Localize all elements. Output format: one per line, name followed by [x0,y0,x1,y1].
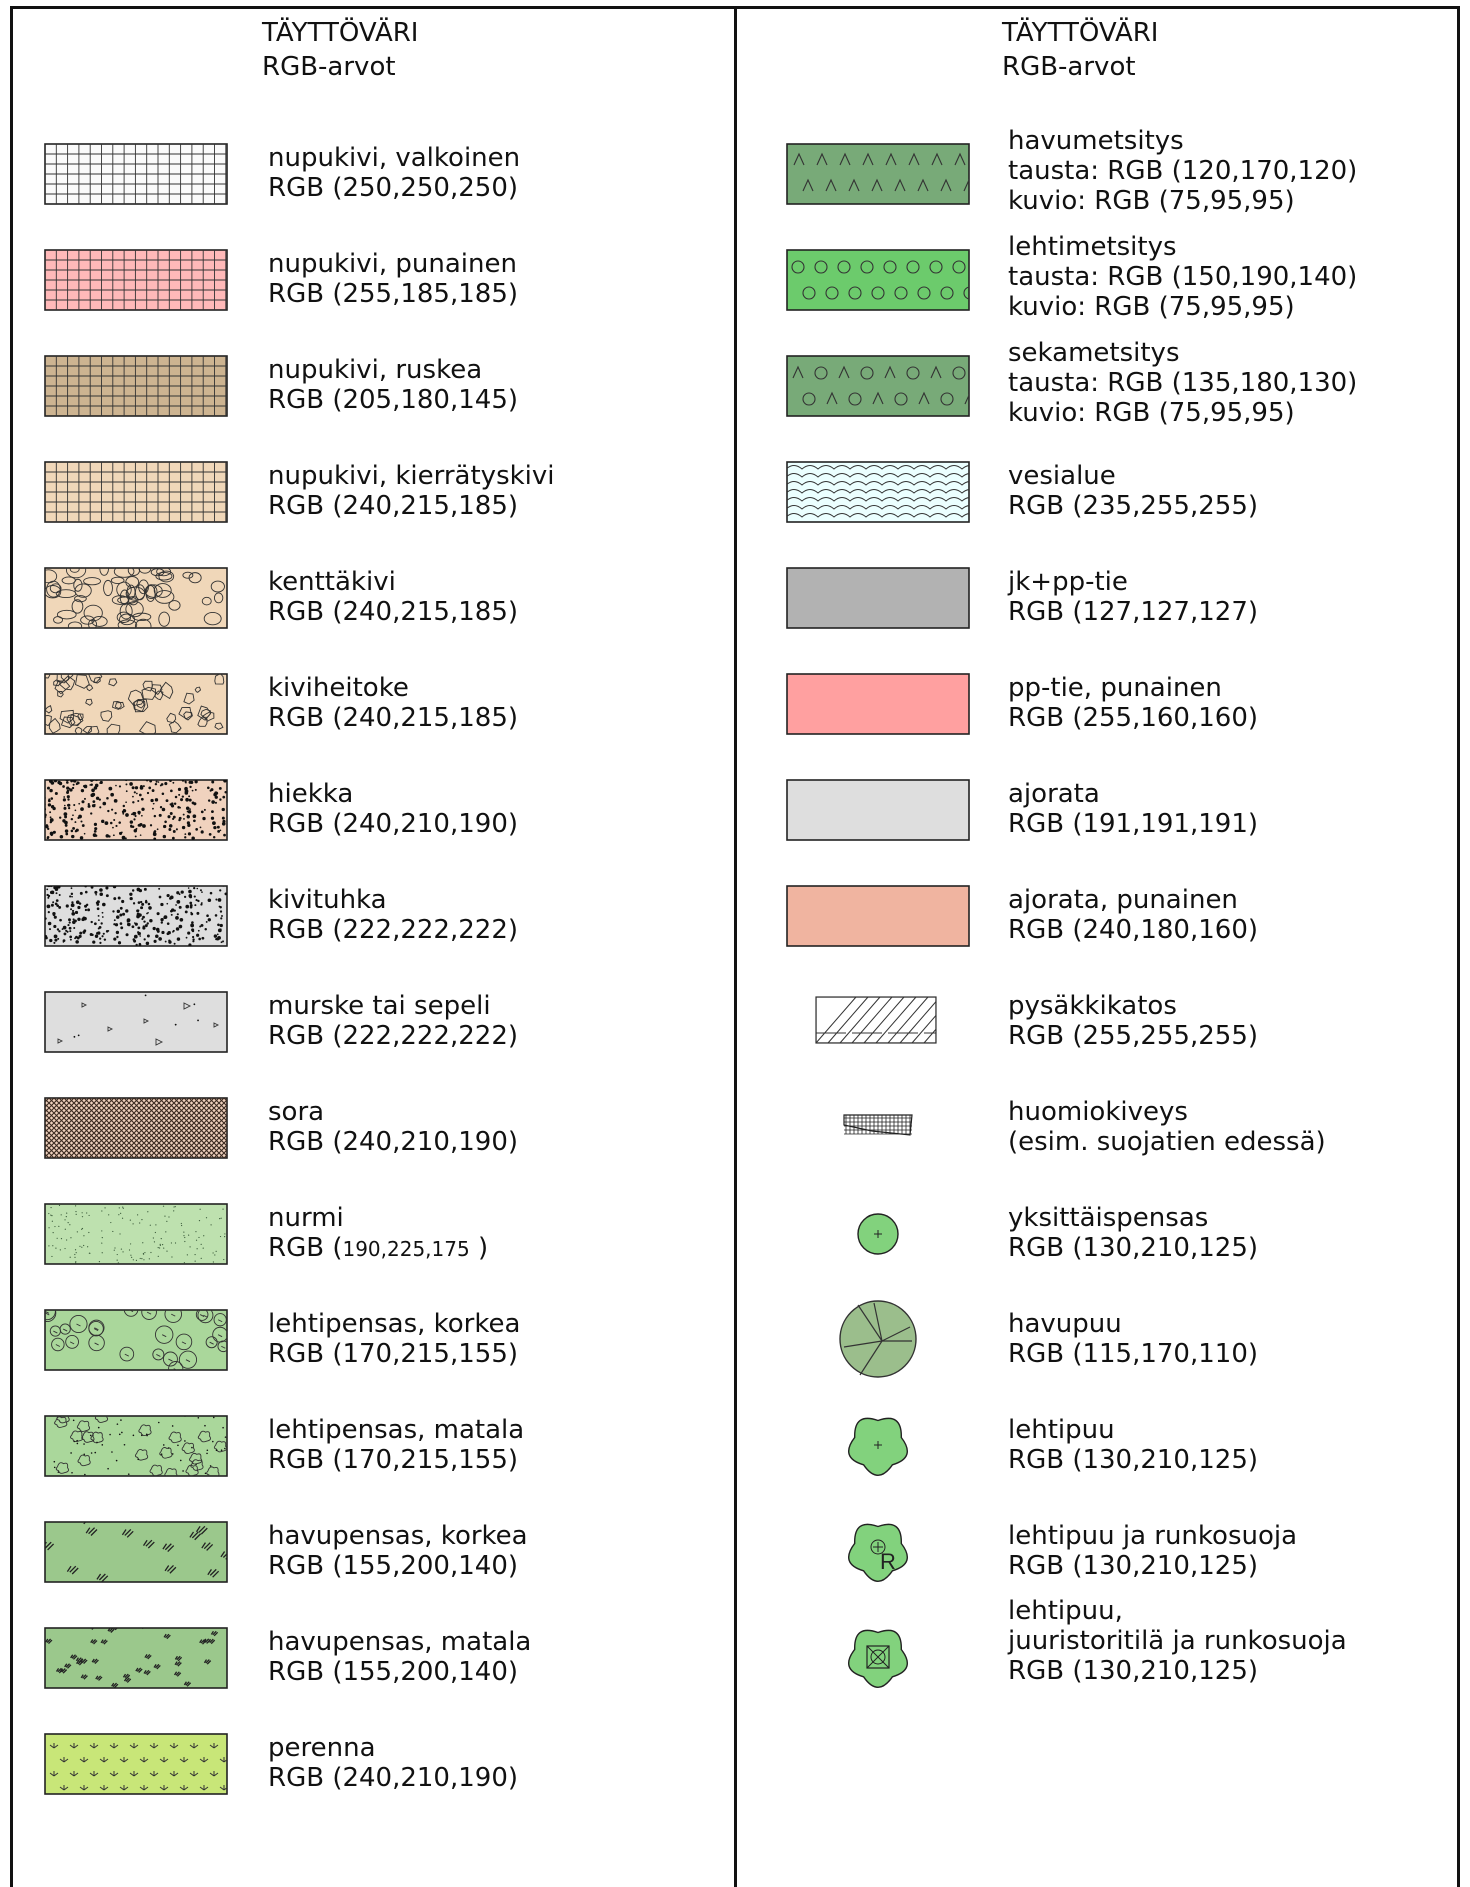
right-header-subtitle: RGB-arvot [1002,52,1136,82]
item-line: pp-tie, punainen [1008,673,1222,703]
item-line: juuristoritilä ja runkosuoja [1008,1626,1347,1656]
pattern-swatch [44,1733,228,1795]
pattern-swatch [44,249,228,311]
item-line: tausta: RGB (150,190,140) [1008,262,1358,292]
svg-text:R: R [880,1549,896,1574]
pattern-swatch [44,1309,228,1371]
item-rgb: RGB (240,215,185) [268,491,519,521]
item-name: kenttäkivi [268,567,396,597]
item-name: lehtipensas, korkea [268,1309,521,1339]
right-header-title: TÄYTTÖVÄRI [1002,18,1159,48]
rgb-prefix: RGB ( [268,1233,343,1263]
item-line: kuvio: RGB (75,95,95) [1008,292,1295,322]
item-line: RGB (127,127,127) [1008,597,1259,627]
left-header-subtitle: RGB-arvot [262,52,396,82]
pattern-swatch [44,1415,228,1477]
item-name: havupensas, matala [268,1627,532,1657]
item-line: lehtimetsitys [1008,232,1177,262]
item-rgb: RGB (240,215,185) [268,597,519,627]
item-line: ajorata, punainen [1008,885,1238,915]
item-rgb: RGB (222,222,222) [268,1021,519,1051]
pattern-swatch [786,1097,970,1159]
pattern-swatch [786,885,970,947]
rgb-value: 190,225,175 [342,1237,470,1261]
pattern-swatch [44,991,228,1053]
item-line: tausta: RGB (135,180,130) [1008,368,1358,398]
item-name: nurmi [268,1203,344,1233]
pattern-swatch [786,1403,970,1489]
rgb-suffix: ) [477,1233,489,1263]
pattern-swatch [44,1521,228,1583]
pattern-swatch [44,461,228,523]
item-line: ajorata [1008,779,1100,809]
item-line: yksittäispensas [1008,1203,1209,1233]
item-rgb: RGB (240,210,190) [268,809,519,839]
item-name: perenna [268,1733,376,1763]
column-divider [734,6,737,1887]
pattern-swatch [786,1615,970,1701]
item-name: lehtipensas, matala [268,1415,525,1445]
item-line: lehtipuu, [1008,1596,1123,1626]
item-line: kuvio: RGB (75,95,95) [1008,398,1295,428]
item-name: nupukivi, valkoinen [268,143,521,173]
item-line: RGB (115,170,110) [1008,1339,1259,1369]
item-line: sekametsitys [1008,338,1180,368]
item-rgb: RGB (170,215,155) [268,1339,519,1369]
item-rgb: RGB (240,210,190) [268,1127,519,1157]
pattern-swatch [786,1297,970,1383]
pattern-swatch [44,355,228,417]
item-line: RGB (255,160,160) [1008,703,1259,733]
item-line: huomiokiveys [1008,1097,1188,1127]
pattern-swatch [786,673,970,735]
item-rgb: RGB (255,185,185) [268,279,519,309]
pattern-swatch [44,143,228,205]
left-header-title: TÄYTTÖVÄRI [262,18,419,48]
pattern-swatch [44,567,228,629]
pattern-swatch [786,1509,970,1595]
pattern-swatch [786,143,970,205]
pattern-swatch [786,991,970,1053]
item-name: nupukivi, kierrätyskivi [268,461,555,491]
item-rgb: RGB (155,200,140) [268,1551,519,1581]
item-line: RGB (240,180,160) [1008,915,1259,945]
item-line: lehtipuu ja runkosuoja [1008,1521,1298,1551]
item-rgb: RGB (240,210,190) [268,1763,519,1793]
item-line: havupuu [1008,1309,1122,1339]
item-name: kivituhka [268,885,387,915]
pattern-swatch [786,779,970,841]
pattern-swatch [786,355,970,417]
pattern-swatch [786,567,970,629]
pattern-swatch [44,1627,228,1689]
item-name: murske tai sepeli [268,991,491,1021]
item-line: (esim. suojatien edessä) [1008,1127,1326,1157]
pattern-swatch [44,673,228,735]
item-rgb: RGB (240,215,185) [268,703,519,733]
item-line: RGB (130,210,125) [1008,1445,1259,1475]
right-column-header [1002,16,1158,84]
item-rgb: RGB (155,200,140) [268,1657,519,1687]
item-line: lehtipuu [1008,1415,1115,1445]
item-name: nupukivi, punainen [268,249,517,279]
item-name: nupukivi, ruskea [268,355,483,385]
pattern-swatch [44,885,228,947]
item-rgb: RGB (222,222,222) [268,915,519,945]
item-line: RGB (235,255,255) [1008,491,1259,521]
pattern-swatch [786,1203,970,1265]
item-rgb [268,1233,488,1264]
item-line: kuvio: RGB (75,95,95) [1008,186,1295,216]
left-column-header [262,16,418,84]
item-line: RGB (130,210,125) [1008,1656,1259,1686]
item-name: havupensas, korkea [268,1521,528,1551]
item-name: sora [268,1097,325,1127]
pattern-swatch [44,1203,228,1265]
pattern-swatch [786,461,970,523]
pattern-swatch [44,779,228,841]
item-line: RGB (255,255,255) [1008,1021,1259,1051]
item-line: havumetsitys [1008,126,1184,156]
item-line: RGB (130,210,125) [1008,1233,1259,1263]
item-rgb: RGB (205,180,145) [268,385,519,415]
item-name: kiviheitoke [268,673,409,703]
item-line: pysäkkikatos [1008,991,1177,1021]
item-rgb: RGB (170,215,155) [268,1445,519,1475]
item-line: RGB (191,191,191) [1008,809,1259,839]
item-line: tausta: RGB (120,170,120) [1008,156,1358,186]
pattern-swatch [786,249,970,311]
item-line: jk+pp-tie [1008,567,1128,597]
item-line: vesialue [1008,461,1116,491]
pattern-swatch [44,1097,228,1159]
item-name: hiekka [268,779,354,809]
item-rgb: RGB (250,250,250) [268,173,519,203]
item-line: RGB (130,210,125) [1008,1551,1259,1581]
